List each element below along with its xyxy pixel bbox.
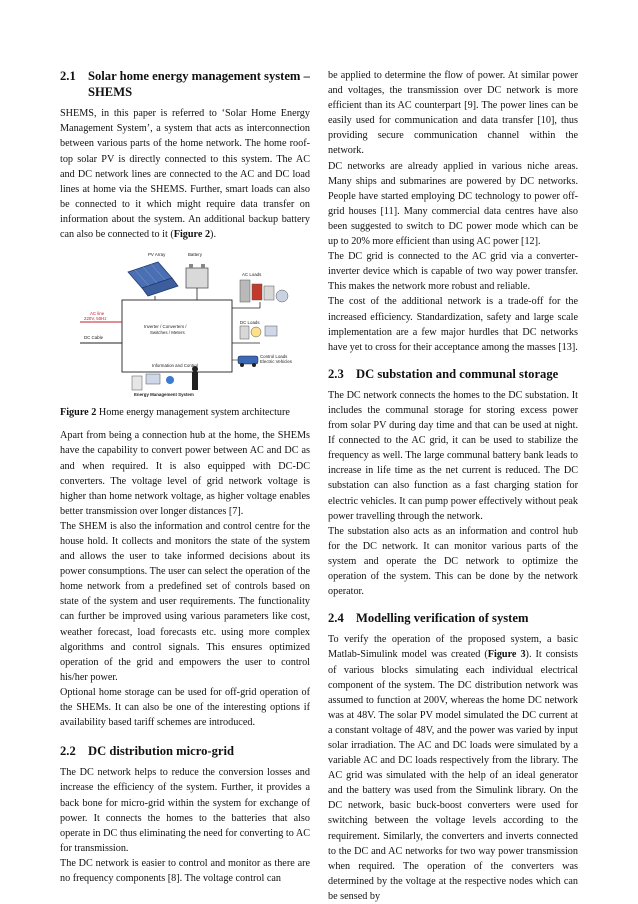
dc-loads-icon xyxy=(240,326,277,339)
pv-array-icon xyxy=(128,262,178,296)
paragraph: The DC network is easier to control and monitor as there are no frequency components [8]. The voltage control can xyxy=(60,857,310,884)
label-electric-vehicles: Electric Vehicles xyxy=(260,359,292,365)
left-column xyxy=(60,68,310,886)
label-dc-cable: DC Cable xyxy=(84,335,104,341)
label-battery: Battery xyxy=(188,252,202,258)
battery-icon xyxy=(186,264,208,288)
label-inverter: Inverter / Converters / xyxy=(144,324,187,330)
paragraph: The DC network connects the homes to the DC substation. It includes the communal storage for storing excess power from solar PV during day time and that can be used at night. If connected to the AC grid, it can be used to stabilize the frequency as well. The large communal battery bank leads to increase in life time as the net current is reduced. The DC substation can also function as a fast charging station for electric vehicles. It can pump power effectively without peak power travelling through the network. xyxy=(328,389,578,522)
ac-loads-icon xyxy=(240,280,288,302)
paragraph: SHEMS, in this paper is referred to ‘Solar Home Energy Management System’, a system that acts as interconnection between various parts of the home network. The home roof-top solar PV is directly connected to this system. The AC and DC network lines are connected to the AC and DC load lines at home via the SHEMS. Further, smart loads can also be connected to it which might require data transfer on information about the system. An additional backup battery can also be connected to it (Figure 2). xyxy=(60,108,310,240)
paragraph: Optional home storage can be used for off-grid operation of the SHEMs. It can also be one of the interesting options if availability based tariff schemes are introduced. xyxy=(60,686,310,729)
section-heading-2-1: 2.1 Solar home energy management system – SHEMS xyxy=(60,69,310,100)
figure-caption: Figure 2 Home energy management system architecture xyxy=(60,407,290,419)
label-dc-loads: DC Loads xyxy=(240,320,260,326)
label-ac-line: AC line xyxy=(90,311,105,317)
paragraph: The DC grid is connected to the AC grid via a converter-inverter device which is capable of two way power transfer. This makes the network more robust and reliable. xyxy=(328,251,578,293)
section-heading-2-3: 2.3 DC substation and communal storage xyxy=(328,366,559,381)
paragraph: The SHEM is also the information and control centre for the house hold. It collects and monitors the state of the system and allows the user to take informed decisions about its power consumptions. The user can select the operation of the home network from a predefined set of controls based on state of the system and user requirements. The functionality can further be improved using various parameters like cost, weather forecast, load forecasts etc. using more complex algorithms and control signals. This ensures optimized operation of the grid and empowers the user to control his/her power. xyxy=(60,520,310,683)
label-ems: Energy Management System xyxy=(134,392,194,398)
paragraph: To verify the operation of the proposed system, a basic Matlab-Simulink model was created (Figure 3). It consists of various blocks simulating each individual electrical component of the system. The DC distribution network was assumed to function at 200V, whereas the home DC network was at 48V. The solar PV model simulated the DC current at a constant voltage of 48V, and the power was varied by input solar irradiation. The AC and DC loads were simulated by a variable AC and DC loads respectively from the library. The AC grid was simulated with the help of an ideal generator and the battery was used from the Simulink library. On the DC network, basic buck-boost converters were used for switching between the voltage levels according to the requirement. Similarly, the converters and inverts connected to the DC and AC networks for two way power transmission when required. The operation of the converters was determined by the voltage at the respective nodes which can be sensed by xyxy=(328,634,578,902)
label-ac-loads: AC Loads xyxy=(242,272,262,278)
shems-box xyxy=(122,300,232,372)
label-switches-meters: Switches / Meters xyxy=(150,330,185,336)
label-control-loads: Control Loads xyxy=(260,354,288,360)
right-column xyxy=(328,68,578,904)
label-info-control: Information and Control xyxy=(152,363,198,369)
paragraph: The DC network helps to reduce the conversion losses and increase the efficiency of the system. Further, it provides a back bone for micro-grid within the system for exchange of power. It connects the homes to the batteries that also operate in DC thus eliminating the need for converting to AC for transmission. xyxy=(60,767,310,854)
figure-2-diagram xyxy=(60,248,310,398)
architecture-diagram xyxy=(60,248,310,398)
paragraph: DC networks are already applied in various niche areas. Many ships and submarines are powered by DC networks. People have started employing DC technology to power off-grid houses [11]. Many commercial data centres have also been suggested to switch to DC power mode which can be up to 20% more efficient than using AC power [12]. xyxy=(328,160,578,248)
section-heading-2-4: 2.4 Modelling verification of system xyxy=(328,611,529,626)
section-heading-2-2: 2.2 DC distribution micro-grid xyxy=(60,744,234,759)
paragraph: be applied to determine the flow of power. At similar power and voltages, the transmission over DC network is more efficient than its AC counterpart [9]. The power lines can be easily used for communication and data transfer [10], thus providing secure communication channel within the network. xyxy=(328,70,578,157)
paragraph: The cost of the additional network is a trade-off for the increased efficiency. Standardization, safety and large scale implementation are a few major hurdles that DC networks have yet to cross for their acceptance among the masses [13]. xyxy=(328,296,578,353)
label-ac-line-spec: 220V, 50Hz xyxy=(84,316,107,322)
paragraph: The substation also acts as an information and control hub for the DC network. It can monitor various parts of the system and operate the DC network to optimize the operation of the system. This can be done by the network operator. xyxy=(328,525,578,598)
paragraph: Apart from being a connection hub at the home, the SHEMs have the capability to convert power between AC and DC as and when required. It is also equipped with DC-DC converters. The voltage level of grid network voltage is higher than home network voltage, as higher voltage enables better transmission over longer distances [7]. xyxy=(60,430,310,517)
electric-vehicle-icon xyxy=(238,356,258,367)
label-pv-array: PV Array xyxy=(148,252,166,258)
